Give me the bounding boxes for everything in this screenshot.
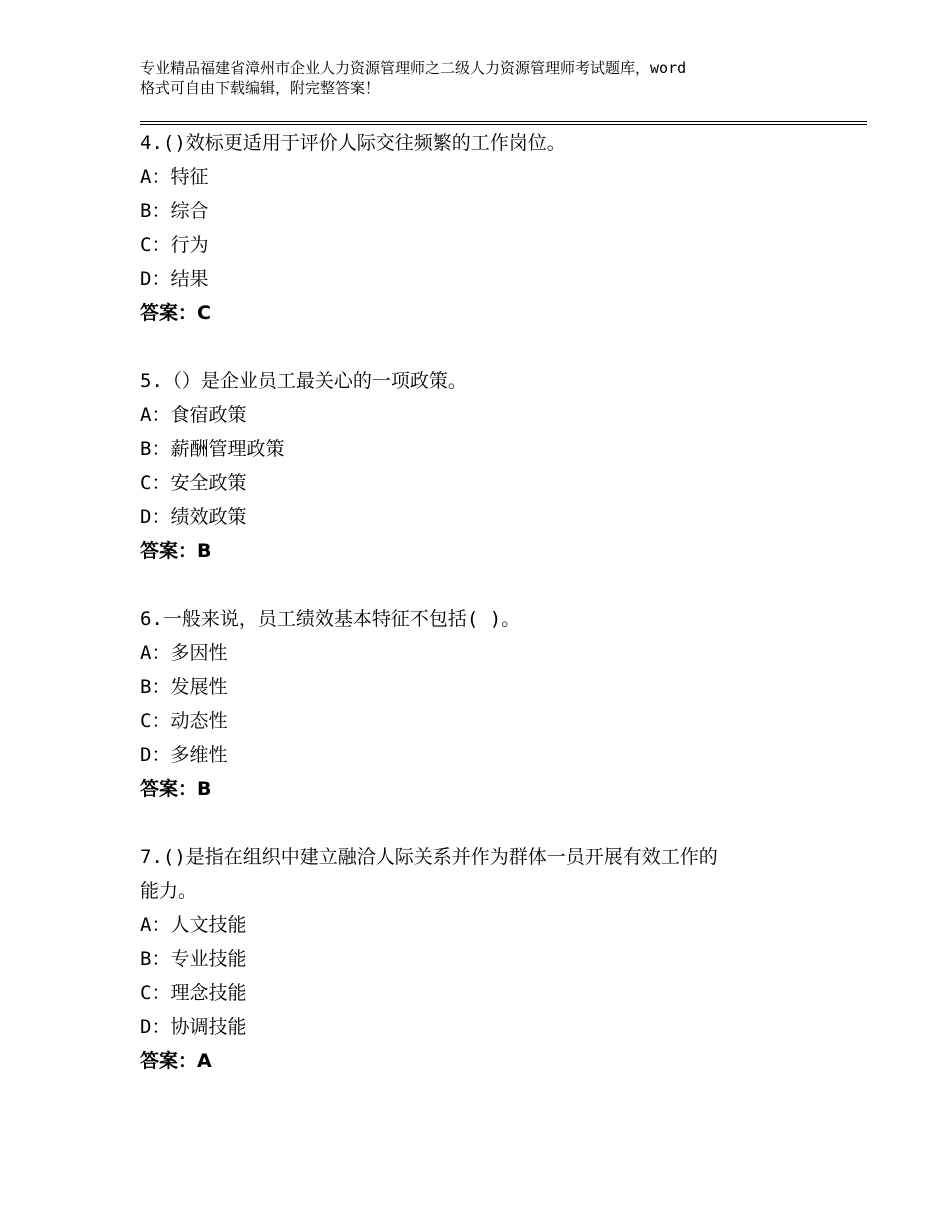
option-c: C：动态性 bbox=[140, 710, 228, 732]
option-a: A：多因性 bbox=[140, 642, 228, 664]
question-stem: 5.（）是企业员工最关心的一项政策。 bbox=[140, 370, 467, 392]
option-a: A：特征 bbox=[140, 166, 209, 188]
option-c: C：安全政策 bbox=[140, 472, 247, 494]
question-7 bbox=[140, 840, 840, 1078]
header-line-1: 专业精品福建省漳州市企业人力资源管理师之二级人力资源管理师考试题库，word bbox=[140, 59, 687, 77]
header-divider-bottom bbox=[140, 124, 867, 125]
answer: 答案：C bbox=[140, 302, 211, 324]
header-line-2: 格式可自由下载编辑，附完整答案！ bbox=[140, 79, 381, 97]
option-b: B：专业技能 bbox=[140, 948, 247, 970]
option-a: A：人文技能 bbox=[140, 914, 247, 936]
option-d: D：协调技能 bbox=[140, 1016, 247, 1038]
option-b: B：发展性 bbox=[140, 676, 228, 698]
header-divider-top bbox=[140, 121, 867, 122]
option-c: C：理念技能 bbox=[140, 982, 247, 1004]
option-a: A：食宿政策 bbox=[140, 404, 247, 426]
option-d: D：结果 bbox=[140, 268, 209, 290]
answer: 答案：B bbox=[140, 540, 212, 562]
question-list bbox=[140, 126, 840, 1078]
answer: 答案：A bbox=[140, 1050, 212, 1072]
question-4 bbox=[140, 126, 840, 330]
document-header bbox=[140, 58, 840, 98]
question-stem: 6.一般来说，员工绩效基本特征不包括( )。 bbox=[140, 608, 521, 630]
question-stem-continued: 能力。 bbox=[140, 880, 198, 902]
option-b: B：薪酬管理政策 bbox=[140, 438, 285, 460]
question-stem: 7.()是指在组织中建立融洽人际关系并作为群体一员开展有效工作的 bbox=[140, 846, 718, 868]
option-d: D：多维性 bbox=[140, 744, 228, 766]
option-c: C：行为 bbox=[140, 234, 209, 256]
question-6 bbox=[140, 602, 840, 806]
option-b: B：综合 bbox=[140, 200, 209, 222]
question-stem: 4.()效标更适用于评价人际交往频繁的工作岗位。 bbox=[140, 132, 566, 154]
question-5 bbox=[140, 364, 840, 568]
answer: 答案：B bbox=[140, 778, 212, 800]
option-d: D：绩效政策 bbox=[140, 506, 247, 528]
